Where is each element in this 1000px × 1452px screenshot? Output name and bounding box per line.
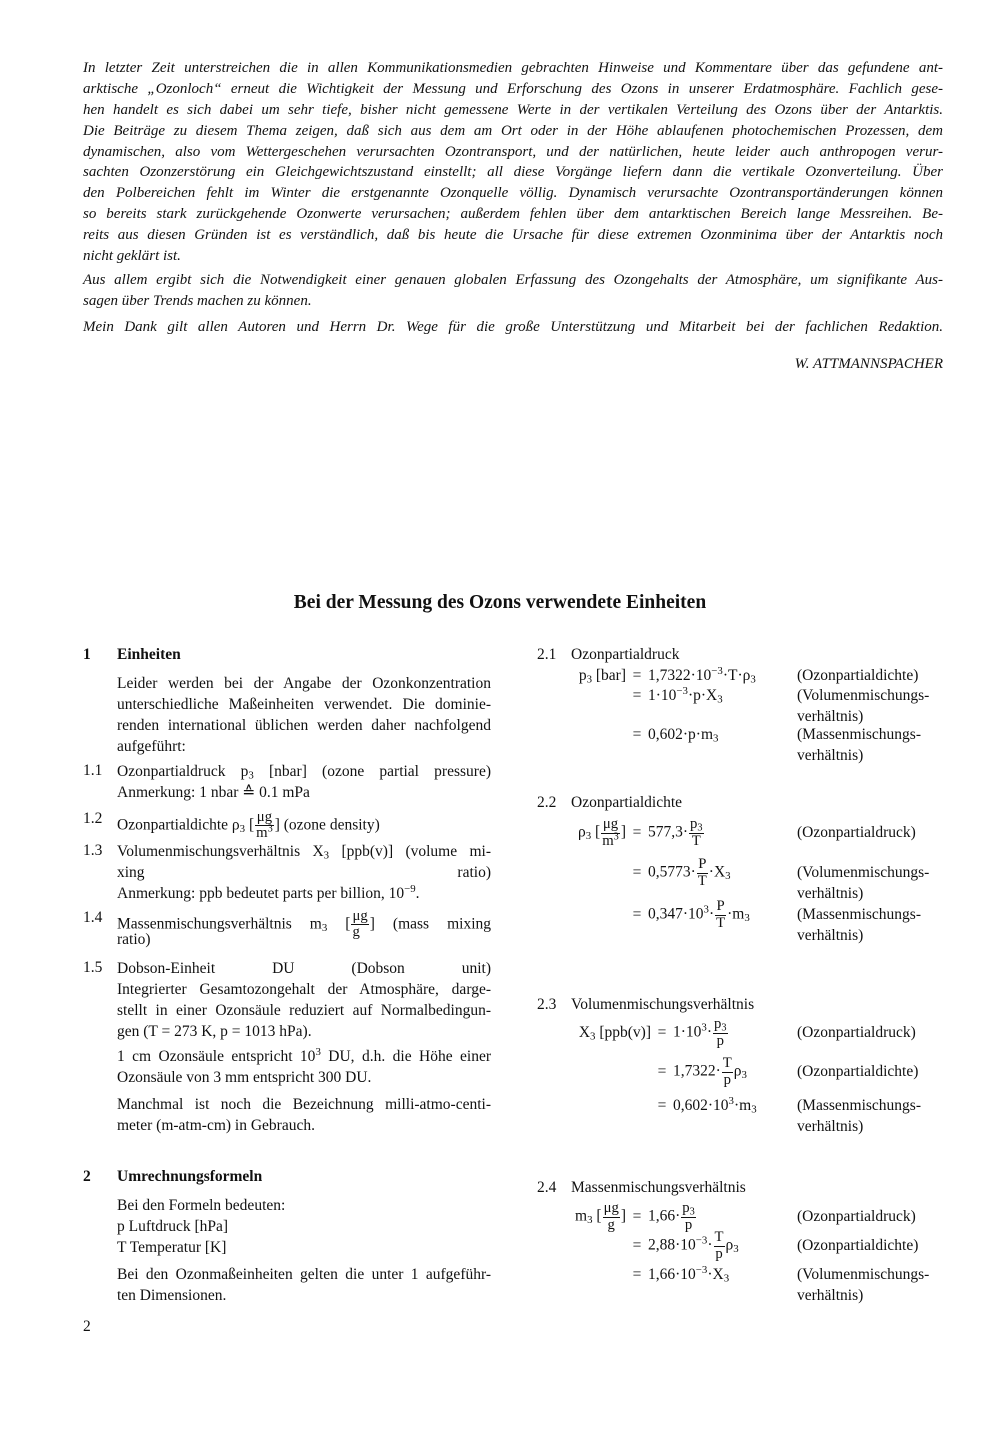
comment-line: (Ozonpartialdichte) [797,667,919,684]
subscript: 3 [723,1272,730,1285]
section-text [117,1265,491,1307]
section-heading: Einheiten [117,646,181,663]
text-line: Anmerkung: 1 nbar ≙ 0.1 mPa [117,783,310,801]
subscript: 3 [239,823,246,836]
item-number: 1.2 [83,810,103,827]
section-number: 1 [83,646,91,663]
subscript: 3 [733,1243,739,1256]
comment-line: verhältnis) [797,926,864,944]
formula-row [571,1055,747,1088]
fraction: $\frac{p_3}{p}$ [682,1200,695,1233]
text-line: Bei den Formeln bedeuten: [117,1197,286,1214]
comment-line: (Ozonpartialdichte) [797,1237,919,1254]
subscript: 3 [590,1030,596,1043]
equals-sign: = [632,1208,642,1225]
formula-comment [797,823,916,844]
comment-line: (Volumenmischungs- [797,687,930,704]
text-line: hen handelt es sich dabei um sehr tiefe, bisher nicht gemessene Werte in der vertikalen Verteilung des Ozons über der Antarktis. [83,101,943,118]
superscript: 3 [728,1095,734,1108]
comment-line: (Massenmischungs- [797,726,921,743]
text-line: Volumenmischungsverhältnis $X_3$ [ppb(v)] (volume mi- [117,843,491,862]
equals-sign: = [657,1097,667,1114]
formula-rhs: 1,66· $\frac{p_3}{p}$ [648,1200,695,1233]
formula-rhs: $1,7322\cdot 10^{-3}\cdot T\cdot\rho_3$ [648,665,756,686]
formula-row [571,1016,729,1049]
text-line: Aus allem ergibt sich die Notwendigkeit einer genauen globalen Erfassung des Ozongehalts der Atmosphäre, um signifikante Aus- [83,272,943,288]
intro-paragraph-2 [83,270,943,312]
subscript: 3 [586,673,592,686]
comment-line: verhältnis) [797,707,864,725]
fraction: $\frac{P}{T}$ [697,856,707,889]
item-text [117,1047,491,1089]
text-line: T Temperatur [K] [117,1238,227,1256]
comment-line: verhältnis) [797,1117,864,1135]
intro-paragraph-1 [83,58,943,267]
text-line: Die Beiträge zu diesem Thema zeigen, daß sich aus dem am Ort oder in der Höhe ablaufenen photochemischen Prozessen, dem [83,122,943,139]
text-line: unterschiedliche Maßeinheiten verwendet. Die dominie- [117,695,491,713]
superscript: −3 [711,665,723,678]
section-text [117,1196,491,1259]
text-line: 1 cm Ozonsäule entspricht $10^3$ DU, d.h. die Höhe einer [117,1046,491,1065]
equals-sign: = [657,1063,667,1080]
formula-section-number: 2.3 [537,996,557,1013]
formula-rhs: $1\cdot 10^{-3}\cdot p\cdot X_3$ [648,685,723,706]
formula-comment [797,1096,921,1137]
text-line: p Luftdruck [hPa] [117,1217,229,1235]
formula-row [571,898,750,931]
comment-line: (Ozonpartialdruck) [797,1208,916,1225]
formula-row [571,1229,739,1262]
text-line: Leider werden bei der Angabe der Ozonkonzentration [117,675,491,692]
text-line: Ozonsäule von 3 mm entspricht 300 DU. [117,1068,372,1086]
equals-sign: = [632,824,642,841]
formula-comment [797,1062,918,1083]
formula-row [571,1264,729,1286]
item-text [117,959,491,1043]
item-text [117,1095,491,1137]
formula-section-number: 2.2 [537,794,557,811]
text-line: stellt in einer Ozonsäule reduziert auf Normalbedingun- [117,1001,491,1019]
item-text [117,809,491,842]
subscript: 3 [323,849,330,862]
text-line: ratio) [117,930,151,948]
item-text [117,762,491,804]
formula-lhs: $\rho_3$ [ $\frac{\mu g}{m^3}$ ] [578,816,626,849]
formula-comment [797,1236,918,1257]
text-line: ten Dimensionen. [117,1286,227,1304]
subscript: 3 [725,870,731,883]
comment-line: verhältnis) [797,746,864,764]
intro-paragraph-3 [83,317,943,338]
formula-section-heading: Volumenmischungsverhältnis [571,996,755,1013]
fraction: $\frac{\mu g}{g}$ [603,1200,619,1233]
formula-comment [797,725,921,766]
comment-line: verhältnis) [797,884,864,902]
text-line: Manchmal ist noch die Bezeichnung milli-atmo-centi- [117,1096,491,1113]
section-heading: Umrechnungsformeln [117,1168,263,1185]
formula-row [571,816,705,849]
formula-lhs: $p_3$ [bar] [578,667,626,686]
item-number: 1.4 [83,909,103,926]
subscript: 3 [585,830,592,843]
subscript: 3 [689,1206,695,1218]
text-line: Massenmischungsverhältnis $m_3$ [ $\frac{\mu g}{g}$ ] (mass mixing [117,908,492,941]
text-line: sagen über Trends machen zu können. [83,292,312,309]
text-line: aufgeführt: [117,737,186,755]
text-line: Bei den Ozonmaßeinheiten gelten die unter 1 aufgeführ- [117,1266,491,1283]
equals-sign: = [632,726,642,743]
text-line: Mein Dank gilt allen Autoren und Herrn Dr. Wege für die große Unterstützung und Mitarbeit bei der fachlichen Redaktion. [83,319,943,335]
formula-row [571,665,756,687]
formula-lhs: $X_3$ [ppb(v)] [578,1024,651,1043]
subscript: 3 [750,673,756,686]
equals-sign: = [632,1237,642,1254]
comment-line: (Ozonpartialdichte) [797,1063,919,1080]
formula-row [571,685,723,707]
superscript: −3 [695,1264,708,1277]
equals-sign: = [632,906,642,923]
formula-section-heading: Ozonpartialdruck [571,646,680,663]
equals-sign: = [632,667,642,684]
section-text [117,674,491,758]
formula-row [571,1095,757,1117]
fraction: $\frac{p_3}{T}$ [690,816,703,849]
subscript: 3 [751,1103,757,1116]
fraction: $\frac{\mu g}{m^3}$ [602,816,619,849]
text-line: Anmerkung: ppb bedeutet parts per billion, $10^{-9}$. [117,882,420,902]
comment-line: (Ozonpartialdruck) [797,1024,916,1041]
superscript: 3 [701,1021,707,1034]
text-line: gen (T = 273 K, p = 1013 hPa). [117,1022,312,1040]
formula-comment [797,686,929,727]
fraction: $\frac{P}{T}$ [716,898,726,931]
text-line: reits aus diesen Gründen ist es verständlich, daß bis heute die Ursache für diese extremen Ozonminima über der Antarktis noch [83,227,943,244]
subscript: 3 [587,1214,593,1227]
item-text [117,909,491,951]
subscript: 3 [721,1022,727,1034]
superscript: −3 [695,1234,708,1247]
fraction: $\frac{T}{p}$ [722,1055,732,1088]
comment-line: (Massenmischungs- [797,906,921,923]
formula-rhs: 577,3· $\frac{p_3}{T}$ [648,816,703,849]
text-line: Integrierter Gesamtozongehalt der Atmosphäre, darge- [117,980,491,998]
comment-line: (Massenmischungs- [797,1097,921,1114]
formula-row [571,856,731,889]
subscript: 3 [321,922,328,935]
subscript: 3 [741,1069,747,1082]
formula-rhs: $0,347\cdot 10^3\cdot$ $\frac{P}{T}$ $\cdot m_3$ [648,898,750,931]
superscript: 3 [315,1046,321,1059]
subscript: 3 [697,822,703,834]
subscript: 3 [248,769,254,782]
formula-rhs: $1\cdot 10^3\cdot$ $\frac{p_3}{p}$ [673,1016,727,1049]
formula-comment [797,905,921,946]
equals-sign: = [632,1266,642,1283]
comment-line: (Ozonpartialdruck) [797,824,916,841]
equals-sign: = [632,687,642,704]
subscript: 3 [713,732,719,745]
formula-section-number: 2.1 [537,646,557,663]
text-line: renden international üblichen werden daher nachfolgend [117,716,491,734]
formula-section-heading: Ozonpartialdichte [571,794,683,811]
text-line: dynamischen, also vom Wettergeschehen verursachten Ozontransport, und der natürlichen, heute leider auch anthropogen verur- [83,143,943,160]
text-line: Dobson-Einheit DU (Dobson unit) [117,960,491,977]
text-line: sachten Ozonzerstörung ein Gleichgewichtszustand einstellt; all diese Vorgänge liefern dann die vertikale Ozonverteilung. Über [83,164,943,181]
text-line: xing ratio) [117,863,491,881]
formula-row [571,1200,697,1233]
text-line: den Polbereichen fehlt im Winter die erstgenannte Ozonquelle völlig. Dynamisch verursachte Ozontransportänderungen können [83,185,943,202]
signature: W. ATTMANNSPACHER [794,356,943,372]
text-line: In letzter Zeit unterstreichen die in allen Kommunikationsmedien gebrachten Hinweise und Kommentare über das gefundene ant- [83,60,943,76]
text-line: arktische „Ozonloch“ erneut die Wichtigkeit der Messung und Erforschung des Ozons in unserer Erdatmosphäre. Fachlich gese- [83,80,943,97]
formula-comment [797,666,918,687]
fraction: $\frac{\mu g}{g}$ [352,908,368,941]
formula-section-heading: Massenmischungsverhältnis [571,1179,746,1196]
item-number: 1.5 [83,959,103,976]
formula-lhs: $m_3$ [ $\frac{\mu g}{g}$ ] [575,1200,626,1233]
formula-rhs: 1,7322· $\frac{T}{p}$ $\rho_3$ [673,1055,747,1088]
fraction: $\frac{p_3}{p}$ [714,1016,727,1049]
formula-comment [797,1023,916,1044]
text-line: meter (m-atm-cm) in Gebrauch. [117,1116,315,1134]
page-title: Bei der Messung des Ozons verwendete Einheiten [293,592,707,613]
section-number: 2 [83,1168,91,1185]
item-text [117,842,491,905]
text-line: nicht geklärt ist. [83,248,181,265]
formula-row [571,724,718,746]
text-line: Ozonpartialdruck $p_3$ [nbar] (ozone partial pressure) [117,763,491,782]
subscript: 3 [744,912,750,925]
fraction: $\frac{T}{p}$ [714,1229,724,1262]
item-number: 1.1 [83,762,103,779]
formula-rhs: 0,5773· $\frac{P}{T}$ $\cdot X_3$ [648,856,731,889]
formula-rhs: $0,602\cdot 10^3\cdot m_3$ [673,1095,757,1116]
formula-rhs: $1,66\cdot 10^{-3}\cdot X_3$ [648,1264,730,1285]
superscript: 3 [267,823,273,835]
subscript: 3 [717,693,723,706]
comment-line: (Volumenmischungs- [797,864,930,881]
formula-comment [797,1265,929,1306]
text-line: Ozonpartialdichte $\rho_3$ [ $\frac{\mu g}{m^3}$ ] (ozone density) [117,809,380,842]
superscript: 3 [613,830,619,842]
superscript: −9 [404,882,416,895]
formula-rhs: $2,88\cdot 10^{-3}\cdot$ $\frac{T}{p}$ $\rho_3$ [648,1229,739,1262]
text-line: so bereits stark zurückgehende Ozonwerte verursachen; außerdem fehlen über dem antarktischen Bereich lange Messreihen. Be- [83,206,943,223]
superscript: 3 [703,903,709,916]
item-number: 1.3 [83,842,103,859]
formula-comment [797,1207,916,1228]
equals-sign: = [632,864,642,881]
formula-rhs: $0,602\cdot p\cdot m_3$ [648,726,719,745]
fraction: $\frac{\mu g}{m^3}$ [256,809,273,842]
comment-line: verhältnis) [797,1286,864,1304]
formula-comment [797,863,929,904]
page-number: 2 [83,1318,91,1335]
superscript: −3 [676,685,688,698]
comment-line: (Volumenmischungs- [797,1266,930,1283]
equals-sign: = [657,1024,667,1041]
formula-section-number: 2.4 [537,1179,557,1196]
